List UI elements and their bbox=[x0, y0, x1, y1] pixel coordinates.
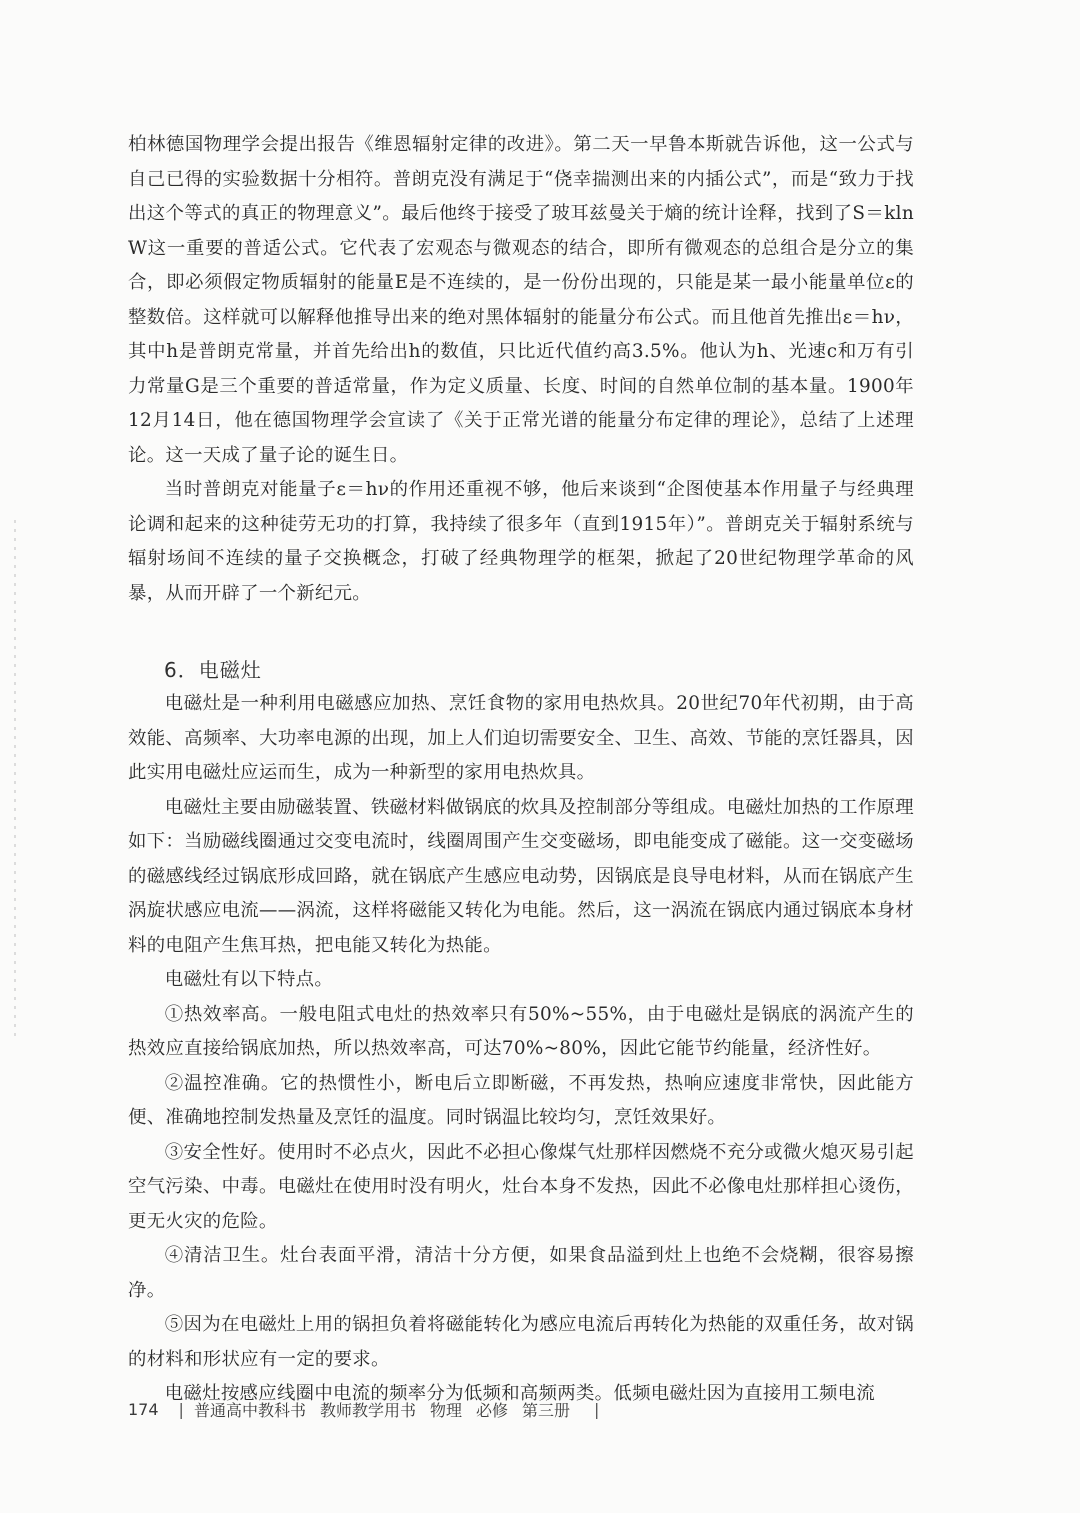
list-item: ①热效率高。一般电阻式电灶的热效率只有50%~55%，由于电磁灶是锅底的涡流产生的热效应直接给锅底加热，所以热效率高，可达70%~80%，因此它能节约能量，经济性好。 bbox=[128, 1003, 914, 1059]
list-item: ③安全性好。使用时不必点火，因此不必担心像煤气灶那样因燃烧不充分或微火熄灭易引起空气污染、中毒。电磁灶在使用时没有明火，灶台本身不发热，因此不必像电灶那样担心烫伤，更无火灾的危险。 bbox=[128, 1141, 914, 1232]
section-heading: 6．电磁灶 bbox=[164, 658, 262, 682]
subject: 物理 bbox=[429, 1401, 462, 1420]
book-title: 普通高中教科书 bbox=[193, 1401, 306, 1420]
scan-edge-marks bbox=[14, 520, 16, 1040]
paragraph: 柏林德国物理学会提出报告《维恩辐射定律的改进》。第二天一早鲁本斯就告诉他，这一公式与自己已得的实验数据十分相符。普朗克没有满足于“侥幸揣测出来的内插公式”，而是“致力于找出这个等式的真正的物理意义”。最后他终于接受了玻耳兹曼关于熵的统计诠释，找到了S＝kln W这一重要的普适公式。它代表了宏观态与微观态的结合，即所有微观态的总组合是分立的集合，即必须假定物质辐射的能量E是不连续的，是一份份出现的，只能是某一最小能量单位ε的整数倍。这样就可以解释他推导出来的绝对黑体辐射的能量分布公式。而且他首先推出ε＝hν，其中h是普朗克常量，并首先给出h的数值，只比近代值约高3.5%。他认为h、光速c和万有引力常量G是三个重要的普适常量，作为定义质量、长度、时间的自然单位制的基本量。1900年12月14日，他在德国物理学会宣读了《关于正常光谱的能量分布定律的理论》，总结了上述理论。这一天成了量子论的诞生日。 bbox=[128, 134, 914, 466]
footer-separator-end: | bbox=[594, 1400, 600, 1419]
paragraph: 电磁灶有以下特点。 bbox=[164, 969, 334, 990]
course: 必修 bbox=[475, 1401, 508, 1420]
page-body bbox=[128, 128, 914, 1412]
footer-separator: | bbox=[178, 1400, 184, 1419]
book-type: 教师教学用书 bbox=[319, 1401, 416, 1420]
page-footer bbox=[128, 1398, 599, 1421]
page-number: 174 bbox=[128, 1400, 159, 1419]
paragraph: 当时普朗克对能量子ε＝hν的作用还重视不够，他后来谈到“企图使基本作用量子与经典理论调和起来的这种徒劳无功的打算，我持续了很多年（直到1915年）”。普朗克关于辐射系统与辐射场间不连续的量子交换概念，打破了经典物理学的框架，掀起了20世纪物理学革命的风暴，从而开辟了一个新纪元。 bbox=[128, 479, 914, 604]
list-item: ⑤因为在电磁灶上用的锅担负着将磁能转化为感应电流后再转化为热能的双重任务，故对锅的材料和形状应有一定的要求。 bbox=[128, 1314, 914, 1370]
volume: 第三册 bbox=[522, 1401, 571, 1420]
list-item: ②温控准确。它的热惯性小，断电后立即断磁，不再发热，热响应速度非常快，因此能方便、准确地控制发热量及烹饪的温度。同时锅温比较均匀，烹饪效果好。 bbox=[128, 1072, 914, 1128]
list-item: ④清洁卫生。灶台表面平滑，清洁十分方便，如果食品溢到灶上也绝不会烧糊，很容易擦净。 bbox=[128, 1245, 914, 1301]
paragraph: 电磁灶是一种利用电磁感应加热、烹饪食物的家用电热炊具。20世纪70年代初期，由于高效能、高频率、大功率电源的出现，加上人们迫切需要安全、卫生、高效、节能的烹饪器具，因此实用电磁灶应运而生，成为一种新型的家用电热炊具。 bbox=[128, 693, 914, 783]
paragraph: 电磁灶主要由励磁装置、铁磁材料做锅底的炊具及控制部分等组成。电磁灶加热的工作原理如下：当励磁线圈通过交变电流时，线圈周围产生交变磁场，即电能变成了磁能。这一交变磁场的磁感线经过锅底形成回路，就在锅底产生感应电动势，因锅底是良导电材料，从而在锅底产生涡旋状感应电流——涡流，这样将磁能又转化为电能。然后，这一涡流在锅底内通过锅底本身材料的电阻产生焦耳热，把电能又转化为热能。 bbox=[128, 796, 914, 956]
paragraph: 电磁灶按感应线圈中电流的频率分为低频和高频两类。低频电磁灶因为直接用工频电流 bbox=[164, 1383, 876, 1404]
